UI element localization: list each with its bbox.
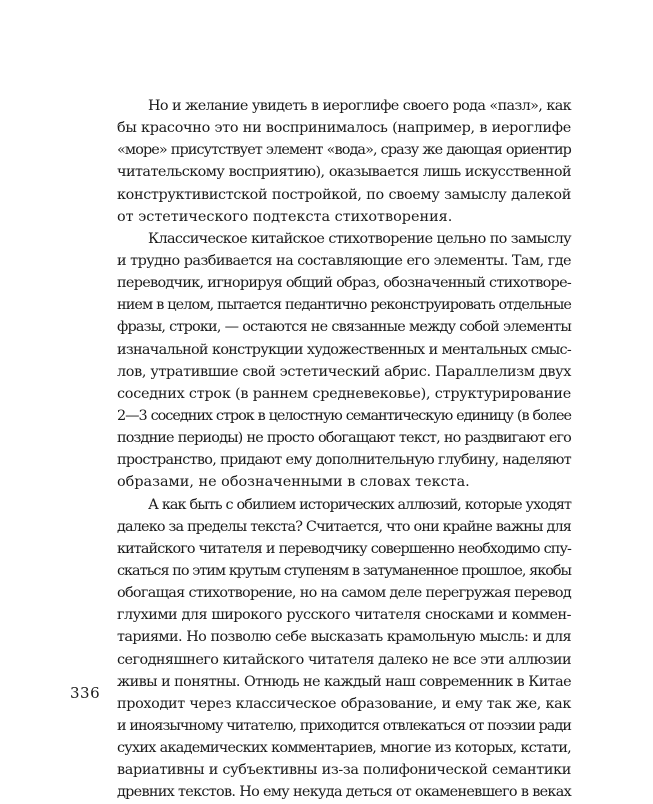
text-line: поздние периоды) не просто обогащают текст, но раздвигают его	[117, 430, 571, 447]
text-line: древних текстов. Но ему некуда деться от окаменевшего в веках	[117, 784, 571, 801]
text-line: «море» присутствует элемент «вода», сразу же дающая ориентир	[117, 142, 571, 159]
text-line: лов, утратившие свой эстетический абрис. Параллелизм двух	[117, 363, 571, 380]
text-line: тариями. Но позволю себе высказать крамольную мысль: и для	[117, 629, 571, 646]
text-line: живы и понятны. Отнюдь не каждый наш современник в Китае	[117, 673, 571, 690]
text-line: глухими для широкого русского читателя сносками и коммен-	[117, 607, 571, 624]
text-line: и трудно разбивается на составляющие его элементы. Там, где	[117, 252, 571, 269]
text-line: Но и желание увидеть в иероглифе своего рода «пазл», как	[148, 98, 571, 114]
text-line: обогащая стихотворение, но на самом деле перегружая перевод	[117, 585, 571, 602]
text-line: сухих академических комментариев, многие из которых, кстати,	[117, 740, 571, 757]
text-line: соседних строк (в раннем средневековье), структурирование	[117, 385, 571, 402]
text-line: далеко за пределы текста? Считается, что они крайне важны для	[117, 518, 571, 535]
page-number: 336	[70, 684, 101, 702]
text-line: нием в целом, пытается педантично реконструировать отдельные	[117, 297, 571, 314]
text-line: образами, не обозначенными в словах текста.	[117, 474, 470, 491]
text-line: вариативны и субъективны из-за полифонической семантики	[117, 762, 571, 779]
text-line: скаться по этим крутым ступеням в затуманенное прошлое, якобы	[117, 562, 571, 579]
text-line: китайского читателя и переводчику совершенно необходимо спу-	[117, 540, 571, 557]
text-line: проходит через классическое образование, и ему так же, как	[117, 695, 571, 712]
text-line: 2—3 соседних строк в целостную семантическую единицу (в более	[117, 407, 571, 424]
text-line: читательскому восприятию), оказывается лишь искусственной	[117, 164, 571, 181]
text-line: пространство, придают ему дополнительную глубину, наделяют	[117, 452, 571, 469]
text-line: и иноязычному читателю, приходится отвлекаться от поэзии ради	[117, 717, 571, 734]
body-text	[117, 95, 571, 804]
text-line: Классическое китайское стихотворение цельно по замыслу	[148, 230, 571, 247]
text-line: А как быть с обилием исторических аллюзий, которые уходят	[148, 496, 571, 513]
text-line: конструктивистской постройкой, по своему замыслу далекой	[117, 186, 571, 203]
text-line: переводчик, игнорируя общий образ, обозначенный стихотворе-	[117, 275, 572, 292]
text-line: фразы, строки, — остаются не связанные между собой элементы	[117, 319, 571, 336]
text-line: сегодняшнего китайского читателя далеко не все эти аллюзии	[117, 651, 571, 668]
text-line: изначальной конструкции художественных и ментальных смыс-	[117, 341, 571, 358]
text-line: бы красочно это ни воспринималось (например, в иероглифе	[117, 120, 571, 137]
text-line: от эстетического подтекста стихотворения.	[117, 208, 453, 225]
